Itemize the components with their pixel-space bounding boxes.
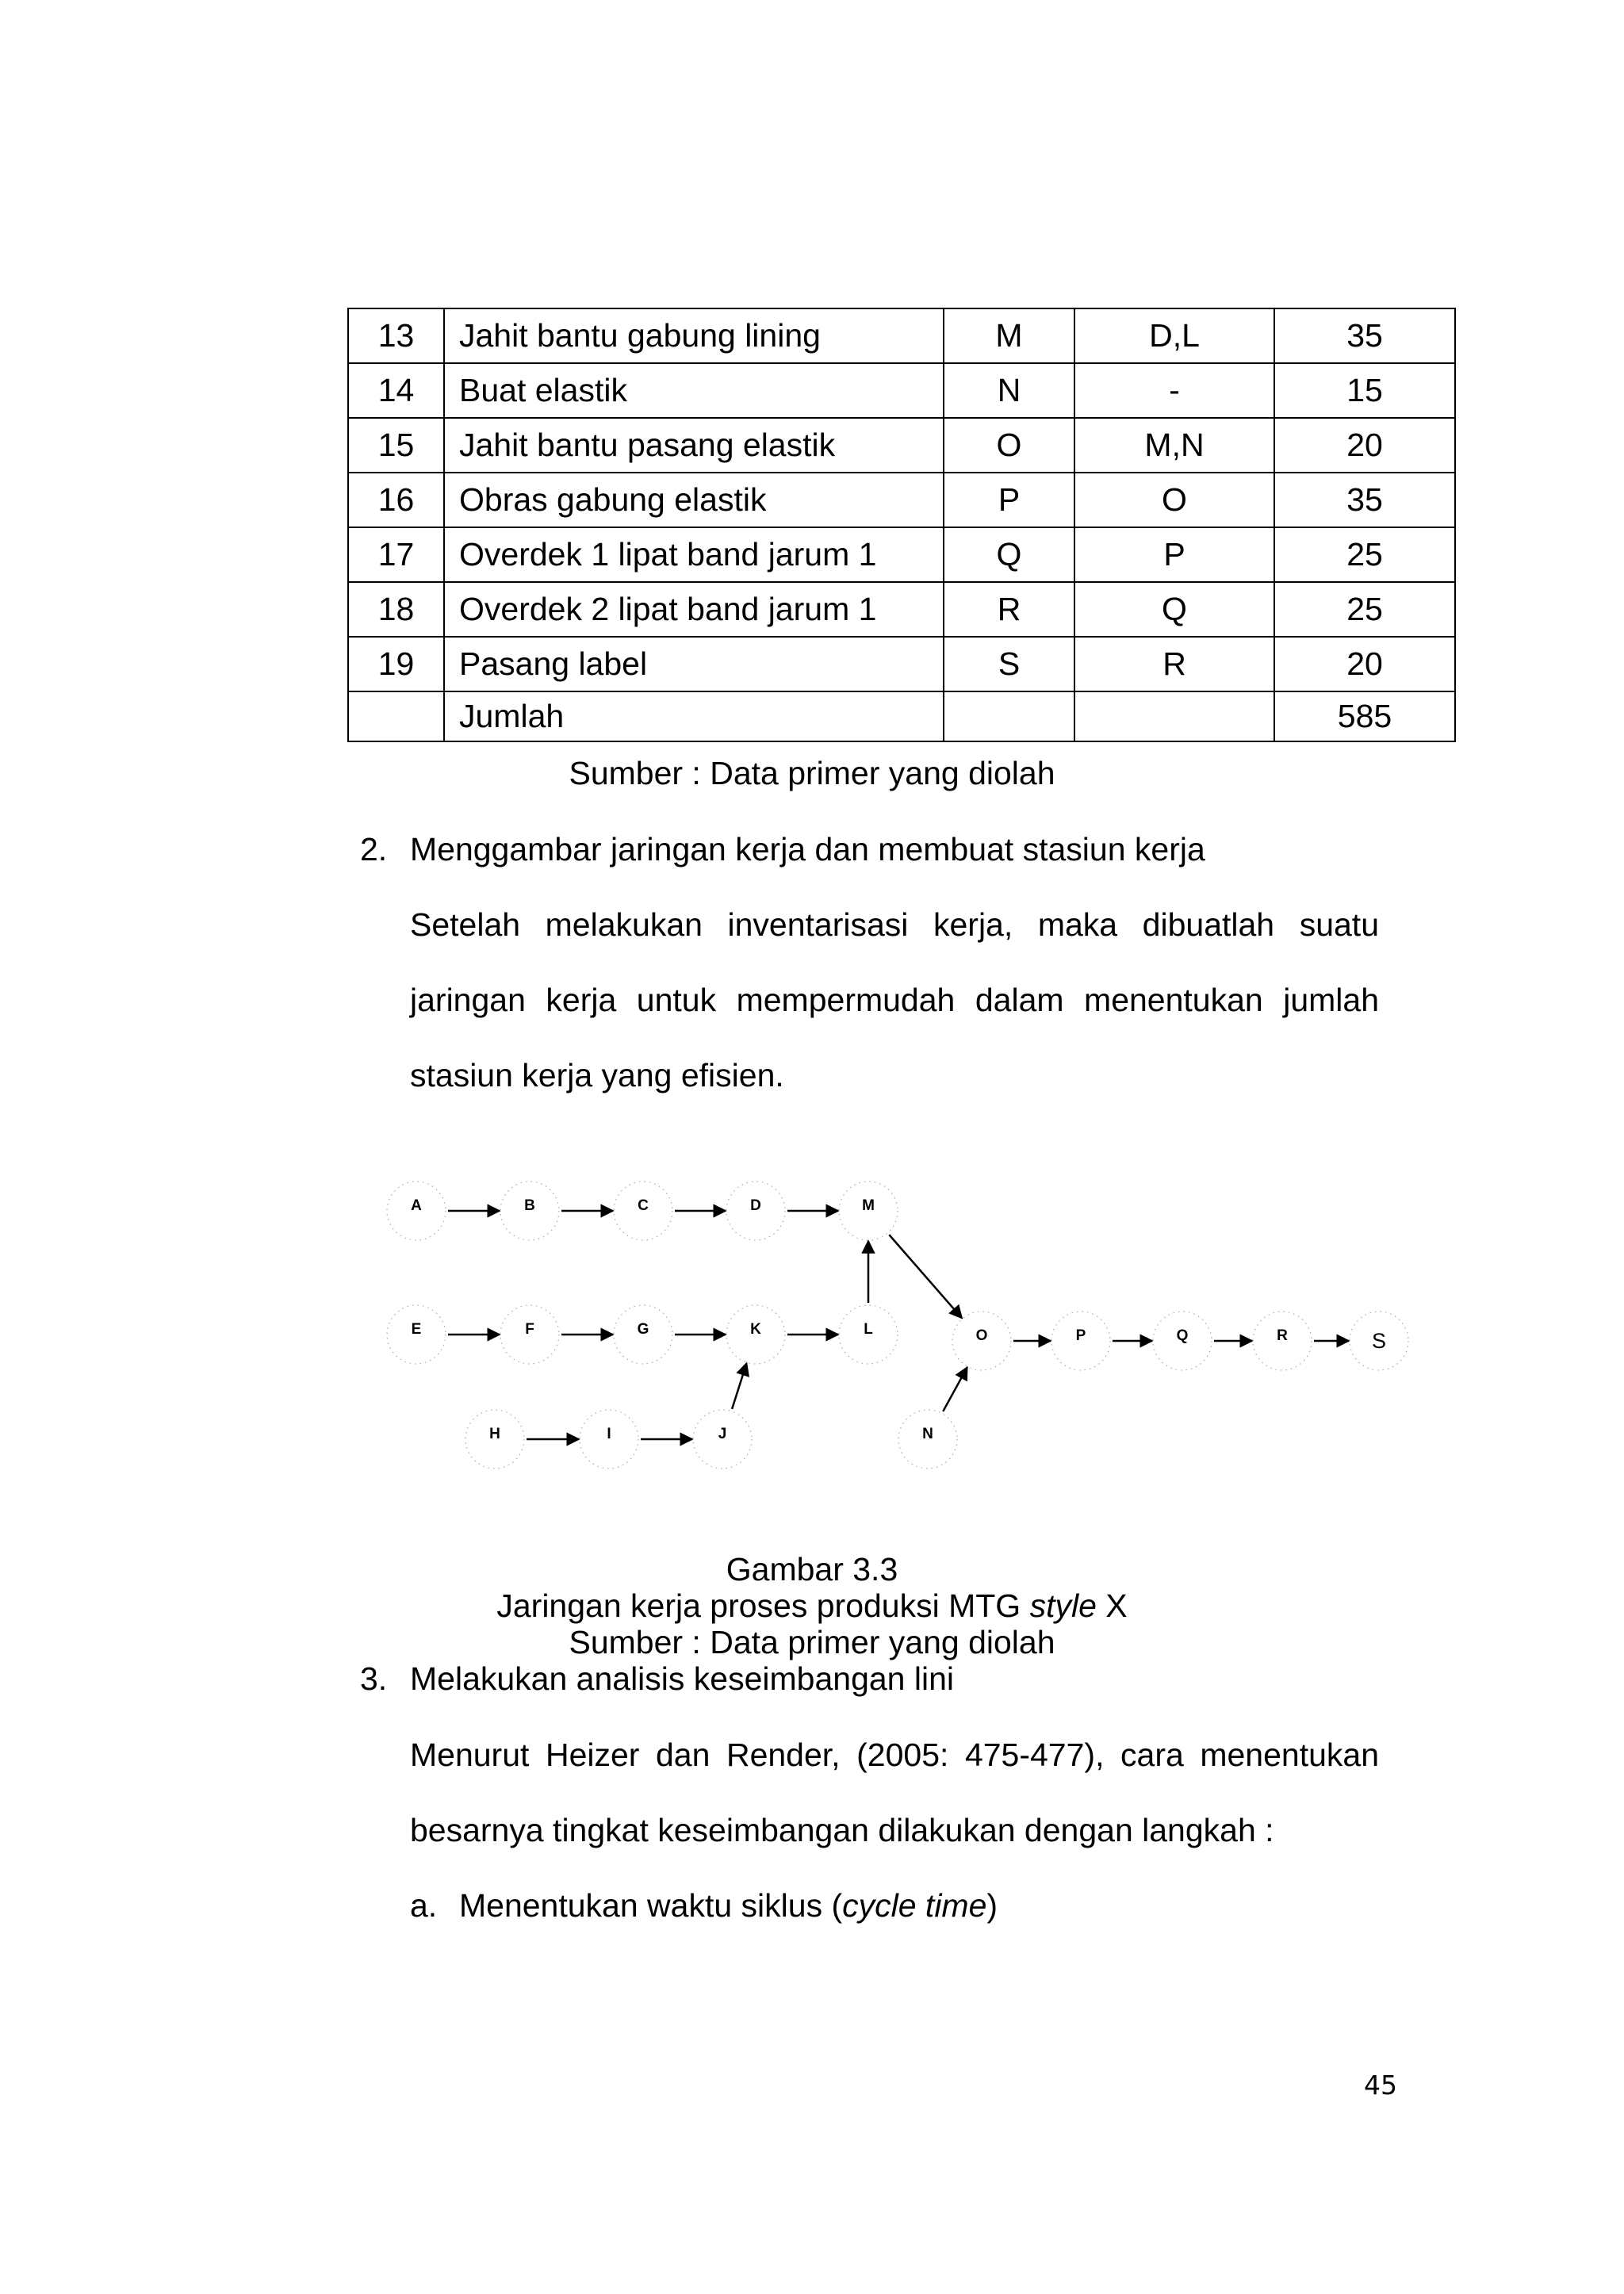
node-Q	[1153, 1312, 1212, 1370]
table-cell-predecessor: Q	[1074, 582, 1274, 637]
table-cell-name: Overdek 1 lipat band jarum 1	[444, 527, 944, 582]
network-nodes	[387, 1181, 1408, 1469]
node-label: G	[637, 1321, 649, 1338]
figure-caption-pre: Jaringan kerja proses produksi MTG	[496, 1587, 1030, 1624]
node-C	[614, 1181, 672, 1240]
section2-line-1: Setelah melakukan inventarisasi kerja, maka dibuatlah suatu	[410, 906, 1379, 943]
table-cell-symbol: M	[944, 308, 1074, 363]
table-cell-no: 14	[348, 363, 444, 418]
table-cell-time: 35	[1274, 308, 1455, 363]
table-cell-symbol: P	[944, 473, 1074, 527]
table-cell-time: 25	[1274, 527, 1455, 582]
table-cell-symbol: N	[944, 363, 1074, 418]
table-cell-name: Pasang label	[444, 637, 944, 691]
table-cell-no: 13	[348, 308, 444, 363]
sub-a-post: )	[986, 1887, 998, 1924]
figure-caption	[0, 1587, 1624, 1625]
node-G	[614, 1305, 672, 1364]
edge-J-K	[732, 1363, 746, 1409]
node-A	[387, 1181, 446, 1240]
node-label: P	[1075, 1327, 1086, 1345]
table-cell-symbol: R	[944, 582, 1074, 637]
node-F	[500, 1305, 559, 1364]
node-label: R	[1277, 1327, 1288, 1345]
node-M	[839, 1181, 898, 1240]
table-cell-name: Jahit bantu pasang elastik	[444, 418, 944, 473]
node-label: K	[750, 1321, 761, 1338]
network-edges	[448, 1211, 1349, 1439]
table-cell-name: Overdek 2 lipat band jarum 1	[444, 582, 944, 637]
table-cell-no: 17	[348, 527, 444, 582]
node-label: J	[718, 1426, 727, 1443]
node-L	[839, 1305, 898, 1364]
table-cell-no: 19	[348, 637, 444, 691]
node-R	[1253, 1312, 1312, 1370]
sub-a-italic: cycle time	[842, 1887, 987, 1924]
node-K	[726, 1305, 785, 1364]
total-cell: Jumlah	[444, 691, 944, 741]
table-cell-no: 15	[348, 418, 444, 473]
table-cell-name: Buat elastik	[444, 363, 944, 418]
table-cell-predecessor: M,N	[1074, 418, 1274, 473]
node-H	[465, 1410, 524, 1469]
node-E	[387, 1305, 446, 1364]
node-label: E	[411, 1321, 422, 1338]
section2-line-3: stasiun kerja yang efisien.	[410, 1057, 784, 1093]
figure-label: Gambar 3.3	[726, 1551, 898, 1587]
node-label: F	[525, 1321, 534, 1338]
node-P	[1051, 1312, 1110, 1370]
node-label: L	[864, 1321, 873, 1338]
table-cell-predecessor: O	[1074, 473, 1274, 527]
table-cell-name: Obras gabung elastik	[444, 473, 944, 527]
node-label: I	[607, 1426, 611, 1443]
table-cell-no: 18	[348, 582, 444, 637]
node-label: Q	[1176, 1327, 1189, 1345]
table-cell-predecessor: P	[1074, 527, 1274, 582]
table-cell-time: 20	[1274, 637, 1455, 691]
page-number: 45	[1364, 2070, 1397, 2101]
table-cell-predecessor: D,L	[1074, 308, 1274, 363]
node-D	[726, 1181, 785, 1240]
node-N	[898, 1410, 957, 1469]
node-S	[1350, 1312, 1408, 1370]
table-cell-time: 35	[1274, 473, 1455, 527]
table-source: Sumber : Data primer yang diolah	[569, 755, 1055, 791]
table-cell-symbol: S	[944, 637, 1074, 691]
total-cell: 585	[1274, 691, 1455, 741]
node-label: A	[411, 1197, 422, 1215]
table-cell-predecessor: R	[1074, 637, 1274, 691]
table-cell-time: 25	[1274, 582, 1455, 637]
section2-line-2: jaringan kerja untuk mempermudah dalam menentukan jumlah	[410, 982, 1379, 1018]
node-label: C	[638, 1197, 649, 1215]
edge-N-O	[943, 1367, 967, 1411]
sub-a-pre: Menentukan waktu siklus (	[459, 1887, 843, 1924]
section3-heading: Melakukan analisis keseimbangan lini	[410, 1660, 954, 1697]
figure-source: Sumber : Data primer yang diolah	[569, 1624, 1055, 1660]
section3-line-2: besarnya tingkat keseimbangan dilakukan dengan langkah :	[410, 1812, 1274, 1848]
section3-sub-a-text	[459, 1887, 998, 1924]
section3-sub-a-letter: a.	[410, 1887, 438, 1924]
node-label: N	[922, 1426, 933, 1443]
node-label: O	[975, 1327, 988, 1345]
table-cell-name: Jahit bantu gabung lining	[444, 308, 944, 363]
node-label: H	[489, 1426, 500, 1443]
node-label: M	[862, 1197, 875, 1215]
node-J	[693, 1410, 752, 1469]
node-B	[500, 1181, 559, 1240]
figure-caption-italic: style	[1029, 1587, 1097, 1624]
section2-heading: Menggambar jaringan kerja dan membuat stasiun kerja	[410, 831, 1205, 867]
figure-caption-post: X	[1096, 1587, 1128, 1624]
table-cell-symbol: O	[944, 418, 1074, 473]
table-cell-predecessor: -	[1074, 363, 1274, 418]
table-cell-time: 20	[1274, 418, 1455, 473]
node-I	[580, 1410, 638, 1469]
node-label: D	[750, 1197, 761, 1215]
section3-line-1: Menurut Heizer dan Render, (2005: 475-477), cara menentukan	[410, 1737, 1379, 1773]
node-label: S	[1371, 1329, 1387, 1354]
section3-number: 3.	[360, 1660, 388, 1697]
table-cell-time: 15	[1274, 363, 1455, 418]
node-O	[952, 1312, 1011, 1370]
node-label: B	[524, 1197, 535, 1215]
table-cell-no: 16	[348, 473, 444, 527]
edge-M-O	[889, 1235, 962, 1318]
section2-number: 2.	[360, 831, 388, 867]
table-cell-symbol: Q	[944, 527, 1074, 582]
